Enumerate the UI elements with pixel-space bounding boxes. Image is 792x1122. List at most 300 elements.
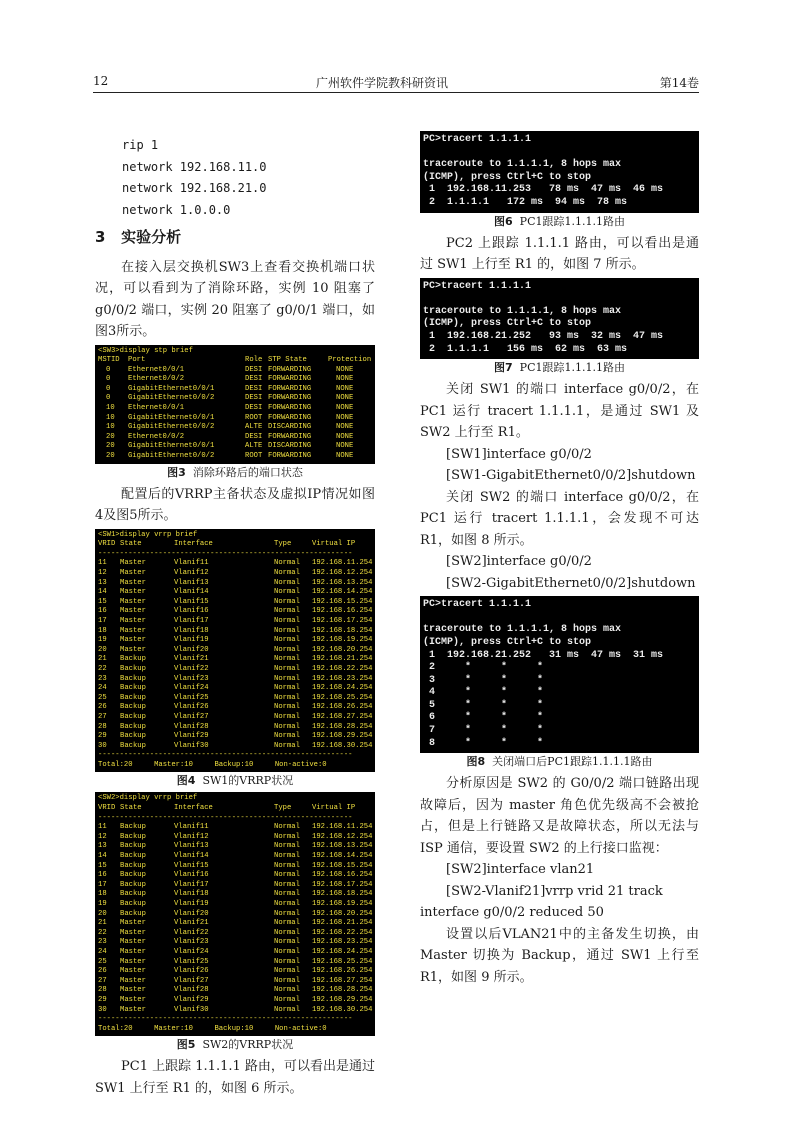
table-cell: GigabitEthernet0/0/1	[128, 442, 215, 451]
paragraph: 关闭 SW2 的端口 interface g0/0/2，在 PC1 运行 tracert 1.1.1.1，会发现不可达 R1，如图 8 所示。	[420, 489, 699, 548]
table-cell: Normal	[274, 655, 300, 664]
table-cell: Normal	[274, 645, 300, 654]
journal-title: 广州软件学院教科研资讯	[316, 76, 449, 90]
table-cell: Normal	[274, 616, 300, 625]
table-cell: 192.168.28.254	[312, 986, 373, 995]
table-row	[98, 938, 372, 948]
table-cell: Vlanif19	[174, 900, 209, 908]
table-cell: Normal	[274, 626, 300, 635]
table-row	[98, 919, 372, 929]
table-cell: Vlanif16	[174, 607, 209, 616]
table-cell: 14	[98, 588, 107, 597]
table-row	[98, 588, 372, 598]
caption-text: PC1跟踪1.1.1.1路由	[519, 214, 625, 228]
table-cell: Normal	[274, 919, 300, 928]
table-row	[98, 617, 372, 627]
table-row	[98, 852, 372, 862]
table-cell: Normal	[274, 928, 300, 937]
table-cell: 18	[98, 626, 107, 635]
col-header: Interface	[174, 540, 213, 549]
table-row	[98, 996, 372, 1006]
table-cell: 11	[98, 823, 107, 832]
terminal-line: traceroute to 1.1.1.1, 8 hops max	[423, 159, 622, 171]
table-cell: Master	[120, 986, 146, 995]
table-cell: Master	[120, 597, 146, 606]
table-cell: 26	[98, 967, 107, 976]
table-cell: NONE	[336, 432, 354, 441]
table-cell: 192.168.22.254	[312, 928, 373, 937]
table-cell: DESI	[245, 404, 263, 413]
paragraph: PC2 上跟踪 1.1.1.1 路由，可以看出是通过 SW1 上行至 R1 的，如图 7 所示。	[420, 235, 699, 273]
col-header: Virtual IP	[312, 540, 356, 549]
table-cell: 23	[98, 674, 107, 683]
table-cell: Normal	[274, 995, 300, 1004]
table-cell: 13	[98, 842, 107, 851]
table-cell: Normal	[274, 823, 300, 832]
table-cell: Vlanif14	[174, 588, 209, 597]
page-number: 12	[93, 74, 109, 88]
table-cell: Vlanif17	[174, 880, 209, 889]
table-cell: Normal	[274, 674, 300, 683]
table-cell: NONE	[336, 452, 354, 461]
table-row	[98, 910, 372, 920]
table-cell: 192.168.18.254	[312, 890, 373, 899]
table-row	[98, 366, 372, 376]
terminal-line	[423, 612, 696, 625]
table-cell: 20	[106, 452, 115, 461]
table-row	[98, 394, 372, 404]
table-cell: Normal	[274, 712, 300, 721]
terminal-line: 2 1.1.1.1 172 ms 94 ms 78 ms	[423, 196, 628, 208]
table-cell: NONE	[336, 413, 354, 422]
table-cell: Vlanif22	[174, 664, 209, 673]
table-cell: 192.168.21.254	[312, 655, 373, 664]
table-cell: Vlanif18	[174, 626, 209, 635]
table-cell: Backup	[120, 693, 146, 702]
table-cell: FORWARDING	[268, 413, 312, 422]
caption-label: 图4	[176, 774, 196, 788]
table-cell: Backup	[120, 712, 146, 721]
terminal-command: <SW3>display stp brief	[98, 346, 193, 355]
table-cell: Backup	[120, 880, 146, 889]
table-row	[98, 842, 372, 852]
table-cell: 17	[98, 616, 107, 625]
table-cell: NONE	[336, 423, 354, 432]
table-cell: Master	[120, 957, 146, 966]
figure-caption	[95, 465, 375, 481]
table-cell: 16	[98, 607, 107, 616]
table-cell: Master	[120, 645, 146, 654]
terminal-line	[423, 147, 696, 160]
col-header: MSTID	[98, 356, 120, 365]
table-cell: 0	[106, 394, 111, 403]
table-cell: 17	[98, 880, 107, 889]
table-cell: Normal	[274, 986, 300, 995]
table-cell: Vlanif16	[174, 871, 209, 880]
table-cell: 10	[106, 413, 115, 422]
table-cell: 192.168.24.254	[312, 947, 373, 956]
table-cell: 192.168.29.254	[312, 995, 373, 1004]
table-cell: ROOT	[245, 413, 263, 422]
table-cell: 24	[98, 684, 107, 693]
table-cell: Normal	[274, 732, 300, 741]
table-cell: Normal	[274, 664, 300, 673]
table-cell: Vlanif25	[174, 957, 209, 966]
table-cell: Vlanif11	[174, 559, 209, 568]
table-cell: Master	[120, 1005, 146, 1014]
table-row	[98, 694, 372, 704]
table-row	[98, 433, 372, 443]
table-cell: 29	[98, 732, 107, 741]
table-cell: Backup	[120, 703, 146, 712]
paragraph: 配置后的VRRP主备状态及虚拟IP情况如图4及图5所示。	[95, 486, 375, 524]
table-header	[98, 540, 372, 550]
table-cell: Backup	[120, 900, 146, 908]
terminal-rule: -----------------------------------------------------------	[98, 813, 353, 822]
code-line: rip 1	[122, 138, 159, 152]
command-line: [SW1-GigabitEthernet0/0/2]shutdown	[446, 468, 696, 484]
code-line: network 1.0.0.0	[122, 202, 231, 217]
section-heading	[95, 227, 375, 249]
table-cell: Vlanif24	[174, 684, 209, 693]
table-cell: Backup	[120, 832, 146, 841]
table-cell: 192.168.19.254	[312, 636, 373, 645]
table-cell: Normal	[274, 871, 300, 880]
terminal-rule: -----------------------------------------------------------	[98, 1015, 353, 1024]
vrrp-total: Total:20 Master:10 Backup:10 Non-active:0	[98, 760, 327, 769]
table-cell: 192.168.16.254	[312, 871, 373, 880]
table-row	[98, 833, 372, 843]
table-cell: 192.168.12.254	[312, 569, 373, 577]
table-cell: Backup	[120, 684, 146, 693]
table-cell: Master	[120, 995, 146, 1004]
paragraph: 在接入层交换机SW3上查看交换机端口状况，可以看到为了消除环路，实例 10 阻塞了 g0/0/2 端口，实例 20 阻塞了 g0/0/1 端口，如图3所示。	[95, 259, 375, 339]
figure-caption	[95, 1037, 375, 1053]
table-cell: Normal	[274, 852, 300, 861]
table-cell: 192.168.22.254	[312, 664, 373, 673]
table-cell: Normal	[274, 684, 300, 693]
table-cell: 0	[106, 384, 111, 393]
col-header: VRID	[98, 540, 116, 549]
table-cell: Normal	[274, 607, 300, 616]
table-cell: 20	[106, 442, 115, 451]
terminal-line: 2 1.1.1.1 156 ms 62 ms 63 ms	[423, 343, 628, 355]
table-row	[98, 823, 372, 833]
figure-caption	[420, 360, 699, 376]
table-cell: GigabitEthernet0/0/2	[128, 423, 215, 432]
stp-terminal	[95, 345, 375, 464]
figure-caption	[95, 773, 375, 789]
table-cell: 10	[106, 404, 115, 413]
table-cell: Normal	[274, 597, 300, 606]
table-cell: Vlanif19	[174, 636, 209, 645]
table-cell: Vlanif11	[174, 823, 209, 832]
vrrp-terminal-sw1	[95, 529, 375, 773]
table-cell: 12	[98, 832, 107, 841]
table-cell: Vlanif25	[174, 693, 209, 702]
table-cell: 192.168.14.254	[312, 588, 373, 597]
right-column	[420, 131, 699, 988]
table-cell: NONE	[336, 365, 354, 374]
table-cell: NONE	[336, 404, 354, 413]
table-cell: 10	[106, 423, 115, 432]
command-line: [SW2]interface g0/0/2	[446, 554, 592, 570]
terminal-line: (ICMP), press Ctrl+C to stop	[423, 318, 592, 330]
table-cell: DESI	[245, 394, 263, 403]
table-cell: Vlanif28	[174, 986, 209, 995]
table-cell: 12	[98, 569, 107, 577]
table-cell: 192.168.20.254	[312, 909, 373, 918]
table-cell: Normal	[274, 957, 300, 966]
table-cell: 192.168.15.254	[312, 861, 373, 870]
table-cell: Backup	[120, 664, 146, 673]
table-row	[98, 385, 372, 395]
terminal-line: 1 192.168.21.252 93 ms 32 ms 47 ms	[423, 330, 664, 342]
table-cell: 192.168.26.254	[312, 703, 373, 712]
table-cell: 28	[98, 986, 107, 995]
table-cell: Normal	[274, 703, 300, 712]
table-row	[98, 442, 372, 452]
table-cell: Normal	[274, 947, 300, 956]
table-cell: Vlanif27	[174, 976, 209, 985]
volume-label: 第14卷	[659, 76, 699, 90]
table-cell: Backup	[120, 842, 146, 851]
table-row	[98, 713, 372, 723]
paragraph: 设置以后VLAN21中的主备发生切换，由 Master 切换为 Backup，通过 SW1 上行至 R1，如图 9 所示。	[420, 926, 699, 985]
table-cell: Master	[120, 588, 146, 597]
command-line: interface g0/0/2 reduced 50	[420, 905, 604, 921]
terminal-line: 2 * * *	[423, 662, 544, 674]
table-cell: Backup	[120, 871, 146, 880]
table-cell: 192.168.23.254	[312, 938, 373, 947]
table-cell: 192.168.21.254	[312, 919, 373, 928]
table-cell: 192.168.11.254	[312, 823, 373, 832]
table-cell: Backup	[120, 852, 146, 861]
table-cell: FORWARDING	[268, 365, 312, 374]
table-cell: Vlanif26	[174, 703, 209, 712]
table-cell: GigabitEthernet0/0/1	[128, 413, 215, 422]
table-cell: Normal	[274, 842, 300, 851]
table-row	[98, 375, 372, 385]
terminal-line: 1 192.168.21.252 31 ms 47 ms 31 ms	[423, 649, 664, 661]
command-line: [SW2-Vlanif21]vrrp vrid 21 track	[446, 883, 663, 899]
table-cell: 192.168.19.254	[312, 900, 373, 908]
table-row	[98, 675, 372, 685]
paragraph: PC1 上跟踪 1.1.1.1 路由，可以看出是通过 SW1 上行至 R1 的，如图 6 所示。	[95, 1059, 375, 1096]
table-cell: 20	[98, 909, 107, 918]
table-cell: NONE	[336, 394, 354, 403]
table-row	[98, 452, 372, 462]
col-header: Protection	[328, 356, 372, 365]
table-row	[98, 977, 372, 987]
table-cell: Ethernet0/0/1	[128, 365, 185, 374]
table-cell: Master	[120, 578, 146, 587]
table-cell: Vlanif21	[174, 655, 209, 664]
table-cell: 192.168.25.254	[312, 693, 373, 702]
caption-label: 图5	[176, 1038, 196, 1052]
table-cell: 16	[98, 871, 107, 880]
table-row	[98, 742, 372, 752]
table-cell: Ethernet0/0/2	[128, 432, 185, 441]
table-cell: Normal	[274, 741, 300, 750]
table-cell: 192.168.28.254	[312, 722, 373, 731]
terminal-line: 3 * * *	[423, 674, 544, 686]
table-cell: 0	[106, 375, 111, 384]
table-cell: Normal	[274, 832, 300, 841]
table-cell: NONE	[336, 375, 354, 384]
terminal-line: PC>tracert 1.1.1.1	[423, 134, 532, 145]
table-cell: 192.168.25.254	[312, 957, 373, 966]
table-row	[98, 703, 372, 713]
table-cell: FORWARDING	[268, 452, 312, 461]
table-cell: Normal	[274, 938, 300, 947]
col-header: Interface	[174, 804, 213, 813]
table-cell: Backup	[120, 655, 146, 664]
table-cell: 27	[98, 976, 107, 985]
terminal-line: 8 * * *	[423, 737, 544, 749]
table-cell: Backup	[120, 741, 146, 750]
col-header: Virtual IP	[312, 804, 356, 813]
table-row	[98, 881, 372, 891]
table-cell: Master	[120, 919, 146, 928]
table-cell: Vlanif30	[174, 1005, 209, 1014]
table-cell: ALTE	[245, 442, 263, 451]
table-row	[98, 948, 372, 958]
table-cell: Master	[120, 947, 146, 956]
table-cell: 192.168.27.254	[312, 712, 373, 721]
table-cell: 192.168.12.254	[312, 832, 373, 841]
table-cell: Backup	[120, 674, 146, 683]
table-cell: 192.168.16.254	[312, 607, 373, 616]
figure-caption	[420, 754, 699, 770]
table-cell: 14	[98, 852, 107, 861]
terminal-line: 5 * * *	[423, 699, 544, 711]
table-cell: 25	[98, 957, 107, 966]
table-row	[98, 559, 372, 569]
table-row	[98, 607, 372, 617]
table-row	[98, 967, 372, 977]
table-cell: 28	[98, 722, 107, 731]
table-cell: Master	[120, 976, 146, 985]
code-line: network 192.168.11.0	[122, 159, 267, 174]
table-cell: Vlanif27	[174, 712, 209, 721]
table-cell: ALTE	[245, 423, 263, 432]
table-cell: 24	[98, 947, 107, 956]
table-row	[98, 404, 372, 414]
table-cell: Vlanif12	[174, 569, 209, 577]
table-cell: Master	[120, 559, 146, 568]
table-cell: Vlanif20	[174, 909, 209, 918]
table-cell: 192.168.30.254	[312, 741, 373, 750]
vrrp-terminal-sw2	[95, 792, 375, 1036]
table-cell: FORWARDING	[268, 404, 312, 413]
terminal-line: traceroute to 1.1.1.1, 8 hops max	[423, 624, 622, 636]
table-cell: Master	[120, 569, 146, 577]
table-cell: Backup	[120, 732, 146, 741]
vrrp-total: Total:20 Master:10 Backup:10 Non-active:0	[98, 1024, 327, 1033]
rip-config-block	[95, 135, 375, 221]
table-row	[98, 929, 372, 939]
terminal-line: PC>tracert 1.1.1.1	[423, 280, 532, 292]
caption-label: 图7	[494, 361, 513, 375]
header-rule	[93, 92, 699, 93]
table-cell: 192.168.14.254	[312, 852, 373, 861]
table-cell: Normal	[274, 722, 300, 731]
caption-label: 图6	[494, 214, 513, 228]
table-cell: 192.168.18.254	[312, 626, 373, 635]
table-cell: Vlanif23	[174, 938, 209, 947]
table-cell: Normal	[274, 569, 300, 577]
tracert-terminal-fig6	[420, 131, 699, 213]
table-row	[98, 723, 372, 733]
vrrp-rows	[98, 823, 372, 1015]
table-cell: Backup	[120, 722, 146, 731]
table-cell: 192.168.11.254	[312, 559, 373, 568]
col-header: Role	[245, 356, 263, 365]
table-cell: Master	[120, 967, 146, 976]
table-cell: Backup	[120, 909, 146, 918]
col-header: VRID	[98, 804, 116, 813]
table-cell: 21	[98, 919, 107, 928]
caption-text: 关闭端口后PC1跟踪1.1.1.1路由	[492, 755, 653, 769]
table-cell: GigabitEthernet0/0/2	[128, 452, 215, 461]
table-cell: 20	[98, 645, 107, 654]
table-cell: Normal	[274, 588, 300, 597]
terminal-line: 1 192.168.11.253 78 ms 47 ms 46 ms	[423, 184, 664, 196]
table-cell: NONE	[336, 442, 354, 451]
table-cell: DESI	[245, 365, 263, 374]
table-cell: 192.168.17.254	[312, 616, 373, 625]
table-cell: 15	[98, 597, 107, 606]
table-cell: Vlanif23	[174, 674, 209, 683]
table-cell: Normal	[274, 578, 300, 587]
table-row	[98, 579, 372, 589]
table-cell: Normal	[274, 693, 300, 702]
table-cell: 192.168.17.254	[312, 880, 373, 889]
table-cell: Vlanif18	[174, 890, 209, 899]
terminal-line	[423, 293, 696, 306]
table-cell: Normal	[274, 909, 300, 918]
table-cell: 192.168.30.254	[312, 1005, 373, 1014]
command-line: [SW1]interface g0/0/2	[446, 446, 592, 462]
table-cell: DESI	[245, 375, 263, 384]
table-cell: Normal	[274, 976, 300, 985]
table-cell: 30	[98, 741, 107, 750]
tracert-terminal-fig8	[420, 596, 699, 753]
table-row	[98, 655, 372, 665]
table-cell: Normal	[274, 967, 300, 976]
table-cell: 192.168.27.254	[312, 976, 373, 985]
table-cell: 26	[98, 703, 107, 712]
table-cell: FORWARDING	[268, 432, 312, 441]
table-cell: Vlanif24	[174, 947, 209, 956]
terminal-line: 4 * * *	[423, 687, 544, 699]
table-cell: Backup	[120, 823, 146, 832]
table-row	[98, 958, 372, 968]
table-row	[98, 732, 372, 742]
table-row	[98, 598, 372, 608]
table-cell: Normal	[274, 559, 300, 568]
table-row	[98, 665, 372, 675]
table-cell: GigabitEthernet0/0/2	[128, 394, 215, 403]
table-cell: 18	[98, 890, 107, 899]
table-cell: Master	[120, 928, 146, 937]
table-cell: 23	[98, 938, 107, 947]
table-row	[98, 646, 372, 656]
vrrp-rows	[98, 559, 372, 751]
command-line: [SW2]interface vlan21	[446, 862, 595, 878]
table-cell: Master	[120, 607, 146, 616]
